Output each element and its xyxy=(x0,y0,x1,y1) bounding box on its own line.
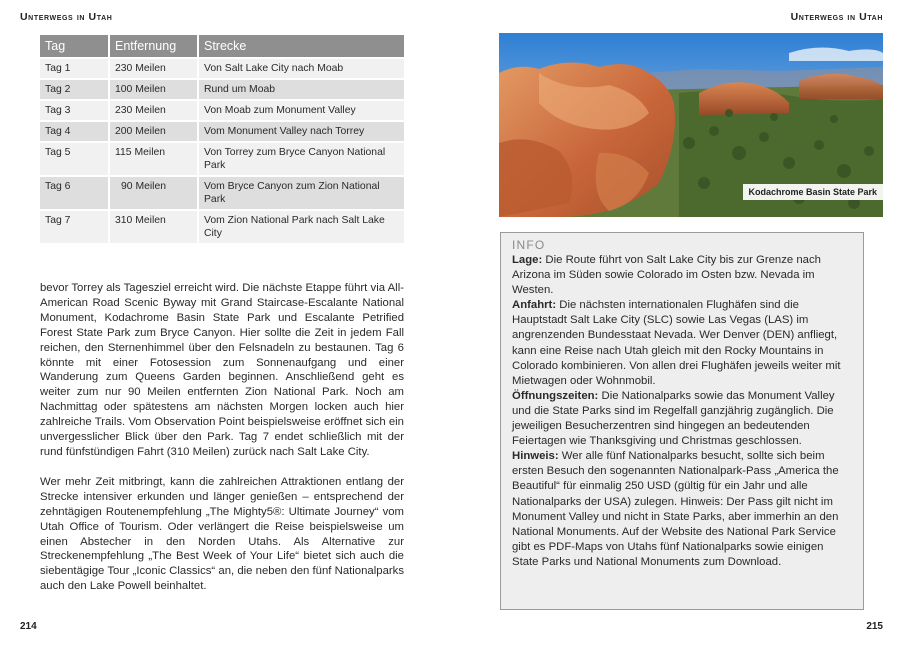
info-content: Die Route führt von Salt Lake City bis zur Grenze nach Arizona im Süden sowie Colorado im Osten bzw. Nevada im Westen. xyxy=(512,254,821,297)
column-header-distance: Entfernung xyxy=(109,35,198,58)
running-head-left: Unterwegs in Utah xyxy=(20,11,113,23)
table-cell-day: Tag 5 xyxy=(40,142,109,176)
table-row xyxy=(40,121,404,142)
body-paragraph: bevor Torrey als Tagesziel erreicht wird. Die nächste Etappe führt via All-American Road Scenic Byway mit Grand Staircase-Escalante National Monument, Kodachrome Basin State Park und Escalante Petrified Forest State Park zum Bryce Canyon. Hier sollte die Zeit in jedem Fall reichen, den Sternenhimmel über den Felsnadeln zu bestaunen. Tag 6 könnte mit einer Fotosession zum Sonnenaufgang und einer Wanderung zum Queens Garden beginnen. Anschließend geht es weiter zum nur 90 Meilen entfernten Zion National Park. Noch am Nachmittag oder spätestens am nächsten Morgen locken auch hier zahlreiche Trails. Vom Observation Point beispielsweise eröffnet sich ein unvergesslicher Blick über den Park. Tag 7 endet schließlich mit der rund fünfstündigen Fahrt (310 Meilen) zurück nach Salt Lake City. xyxy=(40,282,404,458)
table-cell-day: Tag 4 xyxy=(40,121,109,142)
info-label: Anfahrt: xyxy=(512,299,557,312)
table-cell-day: Tag 3 xyxy=(40,100,109,121)
table-cell-distance: 200 Meilen xyxy=(109,121,198,142)
photo-caption: Kodachrome Basin State Park xyxy=(743,184,883,200)
info-label: Lage: xyxy=(512,254,543,266)
landscape-photo xyxy=(499,33,883,217)
table-cell-distance: 230 Meilen xyxy=(109,58,198,79)
page-number-right: 215 xyxy=(866,621,883,632)
table-cell-route: Vom Zion National Park nach Salt Lake City xyxy=(198,210,404,243)
running-head-right: Unterwegs in Utah xyxy=(790,11,883,23)
table-cell-route: Vom Bryce Canyon zum Zion National Park xyxy=(198,176,404,210)
table-cell-route: Rund um Moab xyxy=(198,79,404,100)
page-number-left: 214 xyxy=(20,621,37,632)
info-title: INFO xyxy=(512,238,546,252)
table-cell-route: Von Torrey zum Bryce Canyon National Park xyxy=(198,142,404,176)
table-row xyxy=(40,58,404,79)
table-cell-route: Vom Monument Valley nach Torrey xyxy=(198,121,404,142)
table-cell-route: Von Moab zum Monument Valley xyxy=(198,100,404,121)
info-box xyxy=(500,232,864,610)
column-header-route: Strecke xyxy=(198,35,404,58)
table-cell-distance: 310 Meilen xyxy=(109,210,198,243)
table-cell-day: Tag 7 xyxy=(40,210,109,243)
info-content: Die Nationalparks sowie das Monument Valley und die State Parks sind im Regelfall ganzjährig zugänglich. Die jeweiligen Besucherzentren sind hingegen an bedeutenden Feiertagen wie Thanksgiving und Christmas geschlossen. xyxy=(512,389,835,448)
info-section-note xyxy=(512,449,852,570)
body-paragraph: Wer mehr Zeit mitbringt, kann die zahlreichen Attraktionen entlang der Strecke intensiver erkunden und länger genießen – entsprechend der zehntägigen Routenempfehlung „The Mighty5®: Ultimate Journey“ vom Utah Office of Tourism. Oder verlängert die Reise beispielsweise um einen Abstecher in den Norden Utahs. Als Alternative zur Streckenempfehlung „The Best Week of Your Life“ bietet sich auch die siebentägige Tour „Iconic Classics“ an, die neben den fünf Nationalparks auch den Lake Powell beinhaltet. xyxy=(40,475,404,593)
info-content: Die nächsten internationalen Flughäfen sind die Hauptstadt Salt Lake City (SLC) sowie Las Vegas (LAS) im angrenzenden Bundesstaat Nevada. Wer Denver (DEN) anfliegt, kann eine Reise nach Utah gleich mit den Rocky Mountains in Colorado kombinieren. Von allen drei Flughäfen jeweils weiter mit Mietwagen oder Wohnmobil. xyxy=(512,299,841,387)
info-section-arrival xyxy=(512,298,852,389)
table-cell-distance: 115 Meilen xyxy=(109,142,198,176)
info-content: Wer alle fünf Nationalparks besucht, sollte sich beim ersten Besuch den sogenannten Nationalpark-Pass „America the Beautiful“ für einmalig 250 USD (gültig für ein Jahr und alle Nationalparks der USA) zulegen. Hinweis: Der Pass gilt nicht im Monument Valley und nicht in State Parks, aber immerhin an den National Monuments. Auf der Website des National Park Service gibt es PDF-Maps von Utahs fünf Nationalparks sowie einigen State Parks und National Monuments zum Download. xyxy=(512,450,839,568)
table-row xyxy=(40,176,404,210)
table-cell-distance: 100 Meilen xyxy=(109,79,198,100)
table-cell-day: Tag 2 xyxy=(40,79,109,100)
table-header-row xyxy=(40,35,404,58)
table-cell-route: Von Salt Lake City nach Moab xyxy=(198,58,404,79)
column-header-day: Tag xyxy=(40,35,109,58)
table-row xyxy=(40,100,404,121)
info-label: Hinweis: xyxy=(512,450,559,463)
info-section-location xyxy=(512,253,852,298)
table-row xyxy=(40,210,404,243)
table-cell-day: Tag 6 xyxy=(40,176,109,210)
table-row xyxy=(40,79,404,100)
table-cell-distance: 90 Meilen xyxy=(109,176,198,210)
table-row xyxy=(40,142,404,176)
info-section-opening-hours xyxy=(512,389,852,449)
table-cell-day: Tag 1 xyxy=(40,58,109,79)
info-label: Öffnungszeiten: xyxy=(512,389,599,402)
table-cell-distance: 230 Meilen xyxy=(109,100,198,121)
info-text xyxy=(512,253,852,570)
body-text xyxy=(40,281,404,594)
itinerary-table xyxy=(40,35,404,243)
